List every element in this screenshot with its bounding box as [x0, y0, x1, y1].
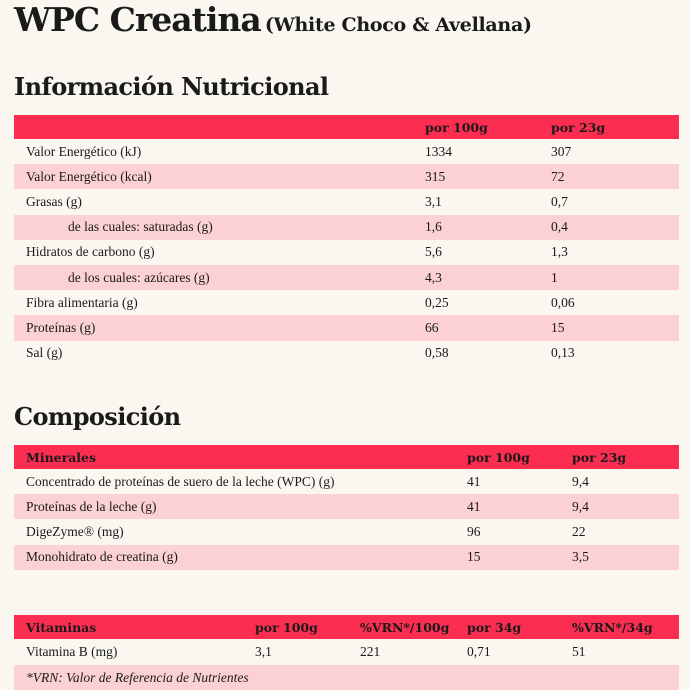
nutrition-row-per100g: 0,25: [425, 294, 449, 310]
nutrition-row: [14, 341, 679, 366]
nutrition-row-per23g: 72: [551, 168, 565, 184]
footnote: *VRN: Valor de Referencia de Nutrientes: [14, 665, 679, 690]
nutrition-row-per23g: 0,4: [551, 219, 568, 235]
nutrition-row-label: Grasas (g): [26, 193, 82, 209]
vitamins-row-per34g: 0,71: [467, 643, 491, 659]
minerals-row-per23g: 3,5: [572, 549, 589, 565]
nutrition-row: [14, 139, 679, 164]
nutrition-row-per23g: 307: [551, 143, 572, 159]
product-flavor: (White Choco & Avellana): [264, 14, 532, 36]
nutrition-row-per23g: 1: [551, 269, 558, 285]
nutrition-row-label: de los cuales: azúcares (g): [68, 269, 210, 285]
product-name: WPC Creatina: [14, 0, 261, 39]
minerals-row-per100g: 15: [467, 549, 481, 565]
minerals-row-label: Monohidrato de creatina (g): [26, 549, 178, 565]
nutrition-row-label: Proteínas (g): [26, 319, 96, 335]
nutrition-heading: Información Nutricional: [14, 72, 329, 101]
nutrition-row-per100g: 0,58: [425, 345, 449, 361]
minerals-col-per100g: por 100g: [467, 449, 530, 465]
nutrition-row-per100g: 315: [425, 168, 446, 184]
minerals-header: Minerales: [26, 449, 97, 465]
minerals-header-row: [14, 445, 679, 469]
vitamins-col-per34g: por 34g: [467, 619, 522, 635]
nutrition-row-label: Valor Energético (kJ): [26, 143, 142, 159]
vitamins-col-vrn34g: %VRN*/34g: [572, 619, 653, 635]
minerals-row-label: Proteínas de la leche (g): [26, 498, 157, 514]
product-title: [14, 0, 532, 47]
minerals-row-per100g: 41: [467, 473, 481, 489]
minerals-row-per23g: 9,4: [572, 473, 589, 489]
nutrition-row-per100g: 5,6: [425, 244, 442, 260]
vitamins-row-vrn34g: 51: [572, 643, 586, 659]
minerals-row: [14, 469, 679, 494]
minerals-row-label: DigeZyme® (mg): [26, 523, 124, 539]
minerals-row: [14, 545, 679, 570]
nutrition-row: [14, 240, 679, 265]
nutrition-row-per23g: 0,7: [551, 193, 568, 209]
vitamins-table: [14, 615, 679, 664]
nutrition-row: [14, 189, 679, 214]
nutrition-table: [14, 115, 679, 366]
vitamins-row-vrn100g: 221: [360, 643, 381, 659]
vitamins-col-per100g: por 100g: [255, 619, 318, 635]
nutrition-row-per23g: 15: [551, 319, 565, 335]
nutrition-row-label: Valor Energético (kcal): [26, 168, 152, 184]
nutrition-row-per100g: 66: [425, 319, 439, 335]
vitamins-row-label: Vitamina B (mg): [26, 643, 118, 659]
vitamins-row-per100g: 3,1: [255, 643, 272, 659]
nutrition-row: [14, 315, 679, 340]
nutrition-row-label: de las cuales: saturadas (g): [68, 219, 213, 235]
nutrition-row-per23g: 0,13: [551, 345, 575, 361]
nutrition-row-per100g: 1,6: [425, 219, 442, 235]
minerals-col-per23g: por 23g: [572, 449, 627, 465]
nutrition-row-per23g: 0,06: [551, 294, 575, 310]
minerals-row: [14, 494, 679, 519]
minerals-table: [14, 445, 679, 570]
nutrition-row: [14, 215, 679, 240]
vitamins-row: [14, 639, 679, 664]
minerals-row-per100g: 96: [467, 523, 481, 539]
nutrition-row-label: Sal (g): [26, 345, 63, 361]
nutrition-row-label: Hidratos de carbono (g): [26, 244, 155, 260]
nutrition-row-per100g: 1334: [425, 143, 452, 159]
nutrition-row-per100g: 3,1: [425, 193, 442, 209]
minerals-row-per100g: 41: [467, 498, 481, 514]
nutrition-row: [14, 164, 679, 189]
nutrition-row-label: Fibra alimentaria (g): [26, 294, 138, 310]
minerals-row-per23g: 9,4: [572, 498, 589, 514]
nutrition-row-per23g: 1,3: [551, 244, 568, 260]
nutrition-col-per100g: por 100g: [425, 119, 488, 135]
nutrition-row-per100g: 4,3: [425, 269, 442, 285]
vitamins-col-vrn100g: %VRN*/100g: [360, 619, 450, 635]
minerals-row: [14, 519, 679, 544]
vitamins-header-row: [14, 615, 679, 639]
nutrition-row: [14, 265, 679, 290]
nutrition-col-per23g: por 23g: [551, 119, 606, 135]
composition-heading: Composición: [14, 402, 181, 431]
minerals-row-label: Concentrado de proteínas de suero de la leche (WPC) (g): [26, 473, 335, 489]
minerals-row-per23g: 22: [572, 523, 586, 539]
nutrition-header-row: [14, 115, 679, 139]
nutrition-row: [14, 290, 679, 315]
vitamins-header: Vitaminas: [26, 619, 97, 635]
